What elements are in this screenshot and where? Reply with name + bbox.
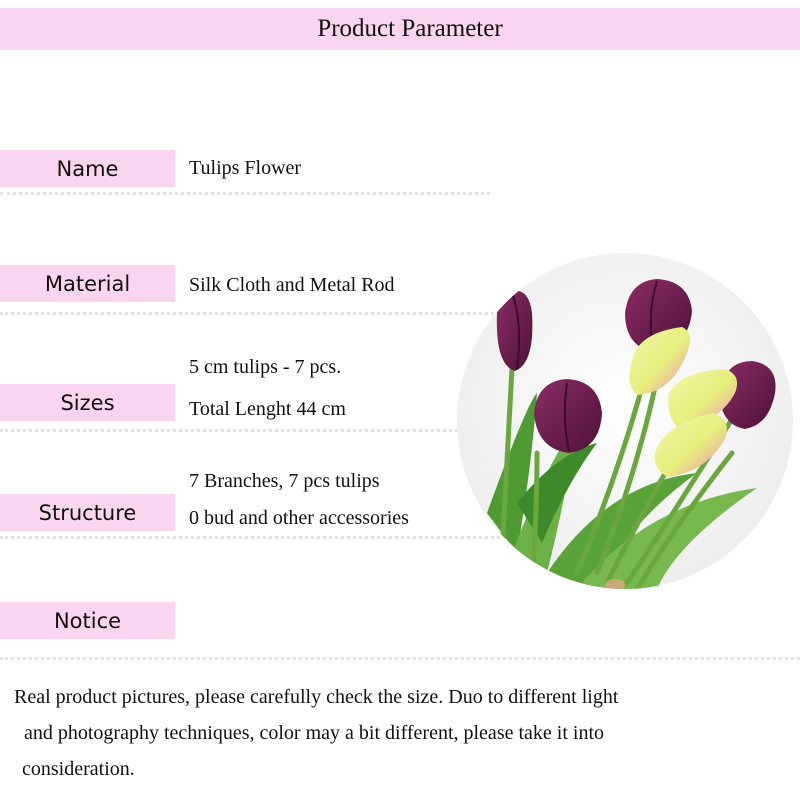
structure-value-line1: 7 Branches, 7 pcs tulips — [189, 470, 380, 492]
sizes-value-line1: 5 cm tulips - 7 pcs. — [189, 356, 342, 378]
name-label: Name — [0, 150, 175, 187]
material-value: Silk Cloth and Metal Rod — [189, 274, 395, 296]
sizes-value-line2: Total Lenght 44 cm — [189, 398, 346, 420]
divider-sizes — [0, 429, 470, 432]
sizes-label: Sizes — [0, 384, 175, 421]
notice-line-2: and photography techniques, color may a bit different, please take it into — [24, 722, 605, 744]
structure-value-line2: 0 bud and other accessories — [189, 507, 409, 529]
page-title: Product Parameter — [317, 15, 503, 42]
material-label: Material — [0, 265, 175, 302]
notice-line-3: consideration. — [22, 758, 135, 780]
tulip-bouquet-photo — [457, 253, 793, 589]
divider-name — [0, 192, 490, 195]
structure-label: Structure — [0, 494, 175, 531]
notice-label: Notice — [0, 602, 175, 639]
notice-text — [14, 679, 784, 787]
divider-material — [0, 312, 500, 315]
notice-line-1: Real product pictures, please carefully check the size. Duo to different light — [14, 686, 619, 708]
divider-notice — [0, 657, 800, 660]
divider-structure — [0, 536, 500, 539]
name-value: Tulips Flower — [189, 157, 302, 179]
